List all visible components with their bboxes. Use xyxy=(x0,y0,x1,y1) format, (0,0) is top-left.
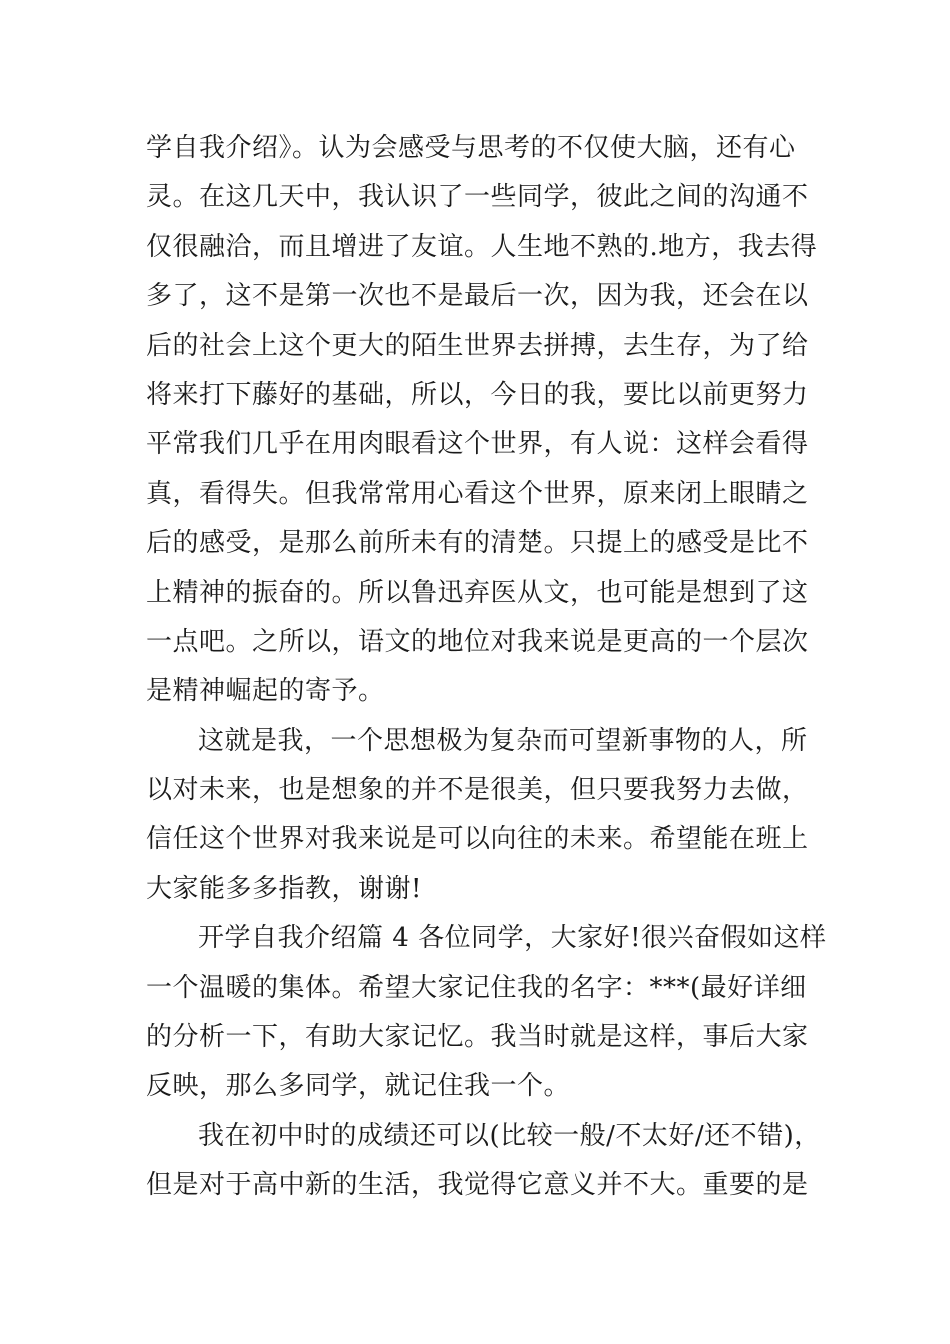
text-line: 后的感受，是那么前所未有的清楚。只提上的感受是比不 xyxy=(146,528,809,559)
text-line: 学自我介绍》。认为会感受与思考的不仅使大脑，还有心 xyxy=(146,133,796,163)
text-line: 上精神的振奋的。所以鲁迅弃医从文，也可能是想到了这 xyxy=(146,577,809,608)
text-line: 仅很融洽，而且增进了友谊。人生地不熟的.地方，我去得 xyxy=(146,231,818,262)
text-line: 以对未来，也是想象的并不是很美，但只要我努力去做， xyxy=(146,775,809,806)
document-body xyxy=(146,124,827,1211)
text-line: 多了，这不是第一次也不是最后一次，因为我，还会在以 xyxy=(146,281,809,312)
paragraph-first-line: 我在初中时的成绩还可以(比较一般/不太好/还不错)， xyxy=(198,1120,821,1151)
text-line: 后的社会上这个更大的陌生世界去拼搏，去生存，为了给 xyxy=(146,330,809,361)
text-line: 大家能多多指教，谢谢! xyxy=(146,873,422,904)
paragraph-first-line: 开学自我介绍篇 4 各位同学，大家好!很兴奋假如这样 xyxy=(198,923,827,954)
text-line: 真，看得失。但我常常用心看这个世界，原来闭上眼睛之 xyxy=(146,478,809,509)
text-line: 灵。在这几天中，我认识了一些同学，彼此之间的沟通不 xyxy=(146,182,809,213)
text-line: 将来打下藤好的基础，所以，今日的我，要比以前更努力 xyxy=(146,379,809,410)
text-line: 一点吧。之所以，语文的地位对我来说是更高的一个层次 xyxy=(146,626,809,657)
text-line: 但是对于高中新的生活，我觉得它意义并不大。重要的是 xyxy=(146,1170,809,1201)
text-line: 信任这个世界对我来说是可以向往的未来。希望能在班上 xyxy=(146,824,809,855)
text-line: 反映，那么多同学，就记住我一个。 xyxy=(146,1071,571,1102)
text-line: 平常我们几乎在用肉眼看这个世界，有人说：这样会看得 xyxy=(146,429,809,460)
paragraph-first-line: 这就是我，一个思想极为复杂而可望新事物的人，所 xyxy=(198,725,808,756)
text-line: 的分析一下，有助大家记忆。我当时就是这样，事后大家 xyxy=(146,1022,809,1053)
text-line: 是精神崛起的寄予。 xyxy=(146,676,385,707)
text-line: 一个温暖的集体。希望大家记住我的名字：***(最好详细 xyxy=(146,972,807,1003)
